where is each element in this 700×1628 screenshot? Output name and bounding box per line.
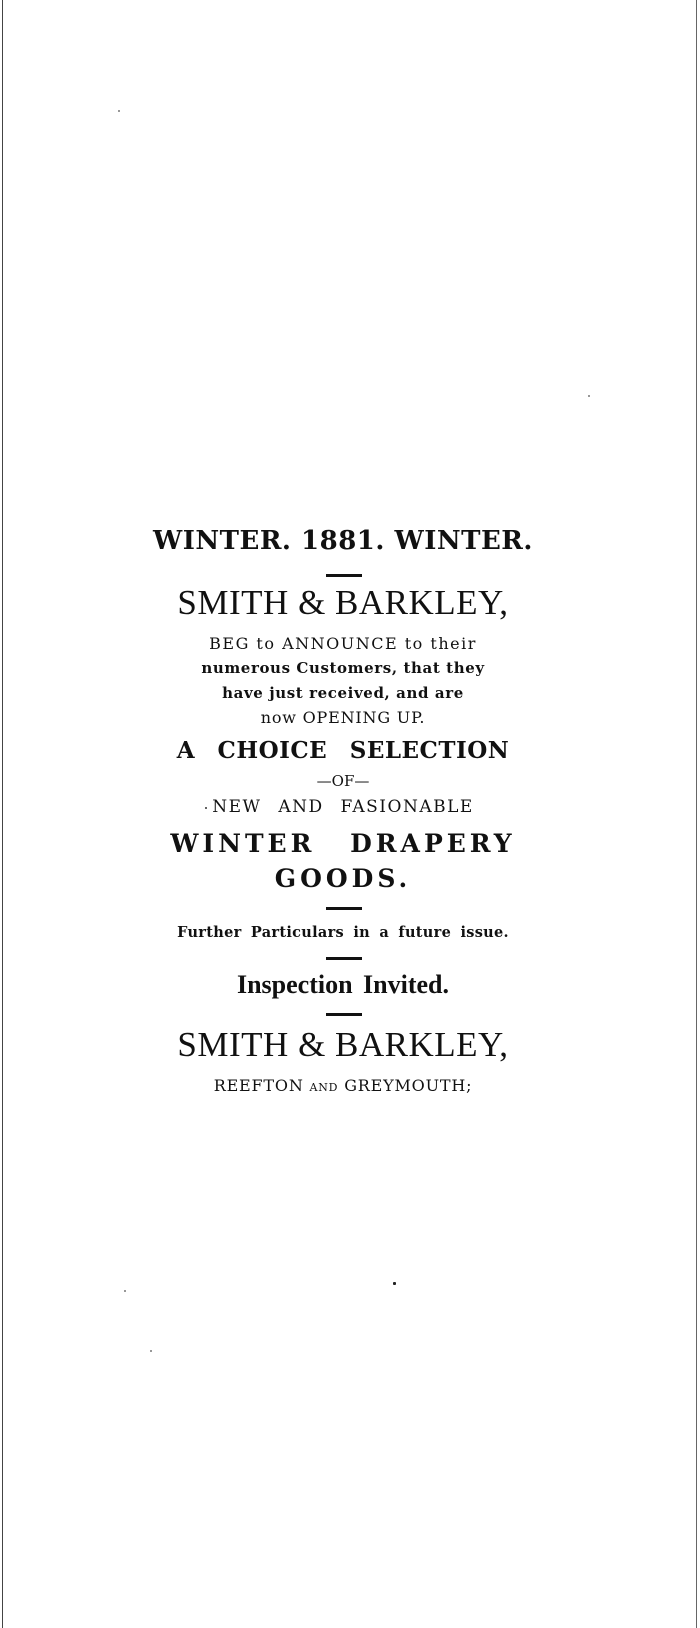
column-rule-right	[696, 0, 697, 1628]
new-and-fasionable: NEW AND FASIONABLE	[212, 797, 474, 817]
address-town-reefton: REEFTON	[213, 1076, 304, 1095]
winter-drapery: WINTER DRAPERY	[170, 829, 516, 858]
announce-line: BEG to ANNOUNCE to their	[209, 634, 477, 653]
address-town-greymouth: GREYMOUTH;	[344, 1076, 473, 1095]
inspection-invited: Inspection Invited.	[236, 970, 450, 999]
scan-speck	[150, 1350, 152, 1352]
address-line	[140, 1076, 546, 1095]
further-particulars: Further Particulars in a future issue.	[177, 924, 509, 941]
scan-speck	[588, 395, 590, 397]
choice-selection: A CHOICE SELECTION	[176, 737, 510, 764]
column-rule-left	[2, 0, 3, 1628]
goods-line: GOODS.	[274, 864, 412, 893]
scan-speck	[118, 110, 120, 112]
divider-rule	[326, 907, 362, 910]
address-and: AND	[309, 1081, 339, 1094]
scan-speck	[124, 1290, 126, 1292]
headline: WINTER. 1881. WINTER.	[153, 526, 533, 556]
divider-rule	[326, 1013, 362, 1016]
divider-rule	[326, 957, 362, 960]
announce-line: have just received, and are	[222, 684, 464, 702]
announce-line: numerous Customers, that they	[201, 659, 485, 677]
divider-rule	[326, 574, 362, 577]
scan-speck	[205, 807, 207, 809]
firm-name-top: SMITH & BARKLEY,	[177, 583, 509, 622]
of-line: —OF—	[316, 772, 370, 790]
scan-speck	[393, 1282, 396, 1285]
firm-name-bottom: SMITH & BARKLEY,	[177, 1025, 509, 1064]
announce-line: now OPENING UP.	[260, 708, 426, 727]
